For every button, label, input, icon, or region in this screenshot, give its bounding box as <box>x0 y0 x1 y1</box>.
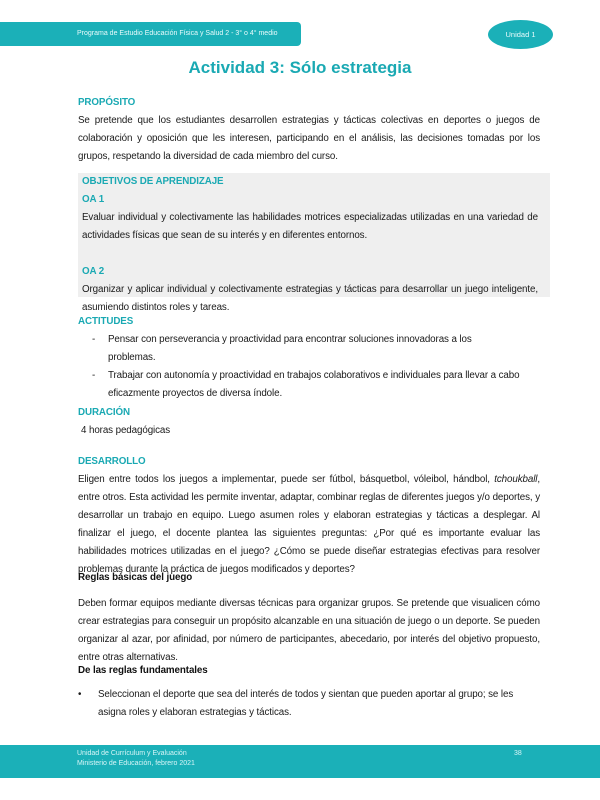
duracion-heading: DURACIÓN <box>78 407 130 418</box>
objetivos-section <box>82 173 538 317</box>
oa-code: OA 1 <box>82 194 105 205</box>
unit-badge: Unidad 1 <box>488 20 553 49</box>
objetivos-heading: OBJETIVOS DE APRENDIZAJE <box>82 176 224 187</box>
footer-bar <box>0 745 600 778</box>
oa-text: Evaluar individual y colectivamente las habilidades motrices especializadas utilizadas en una variedad de actividades físicas que sean de su interés y en diferentes entornos. <box>82 212 538 241</box>
header-bar <box>0 22 301 46</box>
actitudes-section <box>78 313 540 403</box>
oa-text: Organizar y aplicar individual y colectivamente estrategias y tácticas para desarrollar un juego inteligente, asumiendo distintos roles y tareas. <box>82 284 538 313</box>
footer-line1: Unidad de Currículum y Evaluación <box>77 750 187 757</box>
footer-line2: Ministerio de Educación, febrero 2021 <box>77 760 195 767</box>
proposito-heading: PROPÓSITO <box>78 97 136 108</box>
list-item: • Seleccionan el deporte que sea del interés de todos y sientan que pueden aportar al grupo; se les asigna roles y elaboran estrategias y tácticas. <box>78 689 514 718</box>
program-title: Programa de Estudio Educación Física y Salud 2 - 3° o 4° medio <box>77 30 278 37</box>
fundamentales-heading: De las reglas fundamentales <box>78 665 208 676</box>
desarrollo-text: Eligen entre todos los juegos a implementar, puede ser fútbol, básquetbol, vóleibol, hándbol, tchoukball, entre otros. Esta actividad les permite inventar, adaptar, combinar reglas de diferentes juegos y/o deportes, y desarrollar un trabajo en equipo. Luego asumen roles y elaboran estrategias y tácticas a desplegar. Al finalizar el juego, el docente plantea las siguientes preguntas: ¿Por qué es importante evaluar las habilidades motrices utilizadas en el juego? ¿Cómo se puede diseñar estrategias efectivas para resolver problemas durante la práctica de juegos modificados y deportes? <box>78 474 540 575</box>
desarrollo-heading: DESARROLLO <box>78 456 146 467</box>
list-item: - Trabajar con autonomía y proactividad en trabajos colaborativos e individuales para llevar a cabo eficazmente proyectos de diversa índole. <box>92 370 520 399</box>
page-title: Actividad 3: Sólo estrategia <box>188 58 412 77</box>
duracion-section <box>78 404 540 440</box>
oa-code: OA 2 <box>82 266 105 277</box>
fundamentales-section <box>78 662 540 722</box>
reglas-text: Deben formar equipos mediante diversas técnicas para organizar grupos. Se pretende que visualicen cómo crear estrategias para conseguir un propósito alcanzable en una situación de juego o un deporte. Se pueden organizar al azar, por afinidad, por número de participantes, abecedario, por interés del objetivo propuesto, entre otras alternativas. <box>78 598 540 663</box>
reglas-heading: Reglas básicas del juego <box>78 572 193 583</box>
duracion-text: 4 horas pedagógicas <box>81 425 171 436</box>
reglas-section <box>78 569 540 667</box>
desarrollo-section <box>78 453 540 579</box>
proposito-section <box>78 94 540 166</box>
list-item: - Pensar con perseverancia y proactividad para encontrar soluciones innovadoras a los problemas. <box>92 334 472 363</box>
page-number: 38 <box>514 750 522 757</box>
actitudes-heading: ACTITUDES <box>78 316 134 327</box>
proposito-text: Se pretende que los estudiantes desarrollen estrategias y tácticas colectivas en deportes o juegos de colaboración y oposición que les interesen, participando en el análisis, las decisiones tomadas por los grupos, respetando la diversidad de cada miembro del curso. <box>78 115 540 162</box>
